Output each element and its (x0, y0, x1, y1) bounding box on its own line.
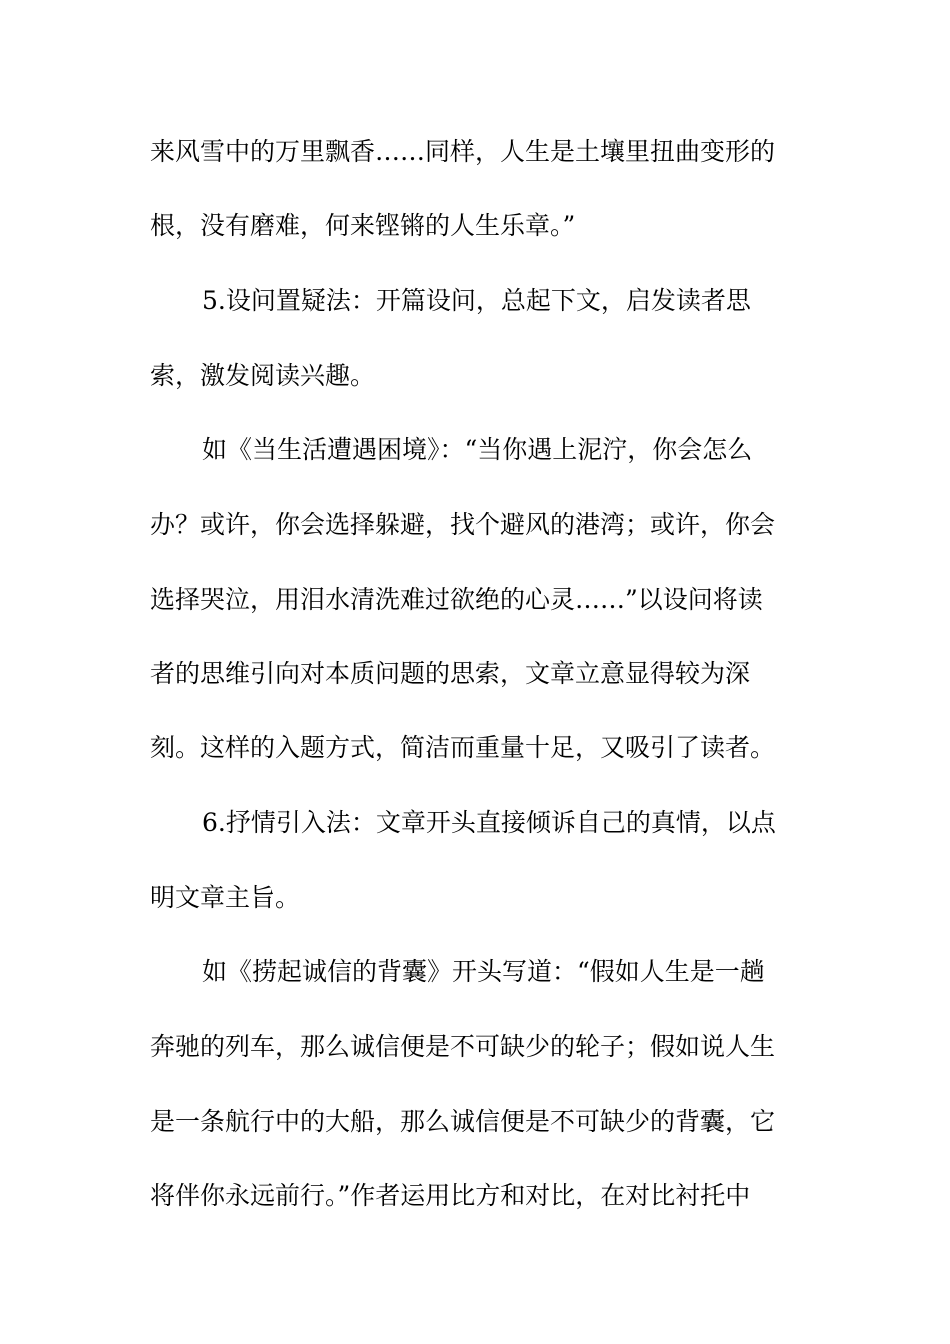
text-line-5: 如《当生活遭遇困境》：“当你遇上泥泞，你会怎么 (202, 435, 753, 464)
text-line-12: 如《捞起诚信的背囊》开头写道：“假如人生是一趟 (202, 957, 765, 986)
text-line-14: 是一条航行中的大船，那么诚信便是不可缺少的背囊，它 (150, 1107, 776, 1136)
text-line-2: 根，没有磨难，何来铿锵的人生乐章。” (150, 211, 576, 240)
text-line-7: 选择哭泣，用泪水清洗难过欲绝的心灵……”以设问将读 (150, 585, 763, 614)
text-line-1: 来风雪中的万里飘香……同样，人生是土壤里扭曲变形的 (150, 137, 776, 166)
text-line-8: 者的思维引向对本质问题的思索，文章立意显得较为深 (150, 659, 751, 688)
text-line-3: 5.设问置疑法：开篇设问，总起下文，启发读者思 (202, 286, 751, 315)
text-line-9: 刻。这样的入题方式，简洁而重量十足，又吸引了读者。 (150, 733, 776, 762)
text-line-13: 奔驰的列车，那么诚信便是不可缺少的轮子；假如说人生 (150, 1032, 776, 1061)
text-line-10: 6.抒情引入法：文章开头直接倾诉自己的真情，以点 (202, 808, 776, 837)
text-line-6: 办？或许，你会选择躲避，找个避风的港湾；或许，你会 (150, 510, 776, 539)
text-line-11: 明文章主旨。 (150, 883, 301, 912)
text-line-4: 索，激发阅读兴趣。 (150, 361, 376, 390)
text-line-15: 将伴你永远前行。”作者运用比方和对比，在对比衬托中 (150, 1181, 751, 1210)
